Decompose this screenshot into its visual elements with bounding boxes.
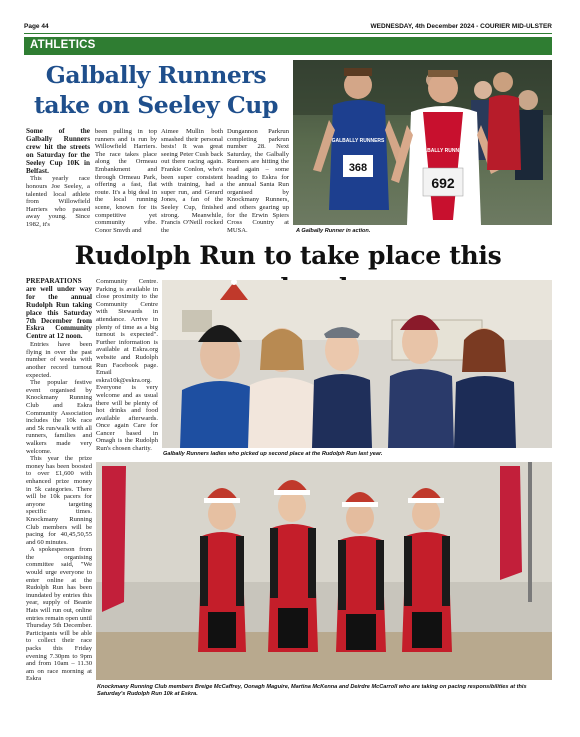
story1-lead: Some of the Galbally Runners crew hit the streets on Saturday for the Seeley Cup 10K in Belfast. bbox=[26, 128, 90, 175]
story1-column-4 bbox=[227, 128, 289, 232]
section-title: ATHLETICS bbox=[30, 39, 96, 51]
story1-photo-caption: A Galbally Runner in action. bbox=[296, 228, 371, 234]
story1-col4-text: Dungannon Parkrun completing parkrun number 28. Next Saturday, the Galbally Runners are hitting the road again – some heading to Eskra for the annual Santa Run organised by Knockmany Runners, and others gearing up for the Erwin Spiers Cross Country at MUSA. bbox=[227, 128, 289, 232]
publication-date: WEDNESDAY, 4th December 2024 - COURIER MID-ULSTER bbox=[370, 23, 552, 30]
story2-column-1 bbox=[26, 278, 92, 730]
bib-number-2: 692 bbox=[431, 175, 455, 191]
header-rule bbox=[24, 33, 552, 34]
story2-col2-text: Community Centre. Parking is available in close proximity to the Community Centre with Stewards in attendance. Arrive in plenty of time as a big turnout is expected". Further information is available at Eskra.org website and Rudolph Run Facebook page. Email eskra10k@eskra.org. Everyone is very welcome and as usual there will be plenty of hot drinks and food available afterwards. Once again Care for Cancer based in Omagh is the Rudolph Run's chosen charity. bbox=[96, 278, 158, 453]
story1-column-3 bbox=[161, 128, 223, 232]
story2-col1-p5: A spokesperson from the organising committee said, "We would urge everyone to enter online at the Rudolph Run has been inundated by entries this year, supply of Beanie Hats will run out, online entries remain open until Thursday 5th December. Participants will be able to collect their race packs this Friday evening 7.30pm to 9pm and from 10am – 11.30 am on race morning at Eskra bbox=[26, 546, 92, 683]
story1-col1-body: This yearly race honours Joe Seeley, a talented local athlete from Willowfield Harriers who passed away young. Since 1982, it's bbox=[26, 175, 90, 228]
story1-column-2 bbox=[95, 128, 157, 232]
galbally-ladies-photo bbox=[162, 280, 552, 448]
story2-bottom-caption: Knockmany Running Club members Breige McCaffrey, Oonagh Maguire, Martina McKenna and Deirdre McCarroll who are taking on pacing responsibilities at this Saturday's Rudolph Run 10k at Eskra. bbox=[97, 684, 527, 697]
story1-headline: Galbally Runners take on Seeley Cup bbox=[33, 61, 279, 119]
galbally-runner-photo bbox=[293, 60, 552, 225]
section-banner bbox=[24, 37, 552, 55]
runner1-vest-text: GALBALLY RUNNERS bbox=[331, 138, 385, 144]
story2-headline: Rudolph Run to take place this bbox=[74, 241, 502, 270]
story2-col1-p2: Entries have been flying in over the past number of weeks with another record turnout expected. bbox=[26, 341, 92, 379]
story1-column-1 bbox=[26, 128, 90, 232]
story2-top-caption: Galbally Runners ladies who picked up second place at the Rudolph Run last year. bbox=[163, 451, 383, 457]
bib-number-1: 368 bbox=[348, 162, 368, 174]
page-number: Page 44 bbox=[24, 23, 49, 30]
story2-lead: PREPARATIONS are well under way for the annual Rudolph Run taking place this Saturday 7th December from Eskra Community Centre at 12 noon. bbox=[26, 278, 92, 341]
story2-col1-p3: The popular festive event organised by Knockmany Running Club and Eskra Community Association includes the 10k race and 5k run/walk with all runners, families and walkers made very welcome. bbox=[26, 379, 92, 455]
story2-col1-p4: This year the prize money has been boosted to over £1,600 with enhanced prize money in 5k categories. There will be 10k pacers for anyone targeting specific times. Knockmany Running Club members will be pacing for 40,45,50,55 and 60 minutes. bbox=[26, 455, 92, 546]
runner2-vest-text: GALBALLY RUNNERS bbox=[416, 148, 470, 154]
story2-column-2 bbox=[96, 278, 158, 454]
story1-col3-text: Aimee Mullin both smashed their personal bests! It was great seeing Peter Cush back out there racing again. Frankie Conlon, who's been super consistent with training, had a super run, and Gerard Jones, a fan of the Seeley Cup, finished strong. Meanwhile, Francis O'Neill rocked the bbox=[161, 128, 223, 232]
knockmany-pacers-photo bbox=[96, 462, 552, 680]
page-header bbox=[24, 23, 552, 33]
story1-col2-text: been pulling in top runners and is run by Willowfield Harriers. The race takes place along the Ormeau Embankment and through Ormeau Park, offering a fast, flat route. It's a big deal in the local running scene, known for its competitive yet community vibe. Conor Smyth and bbox=[95, 128, 157, 232]
